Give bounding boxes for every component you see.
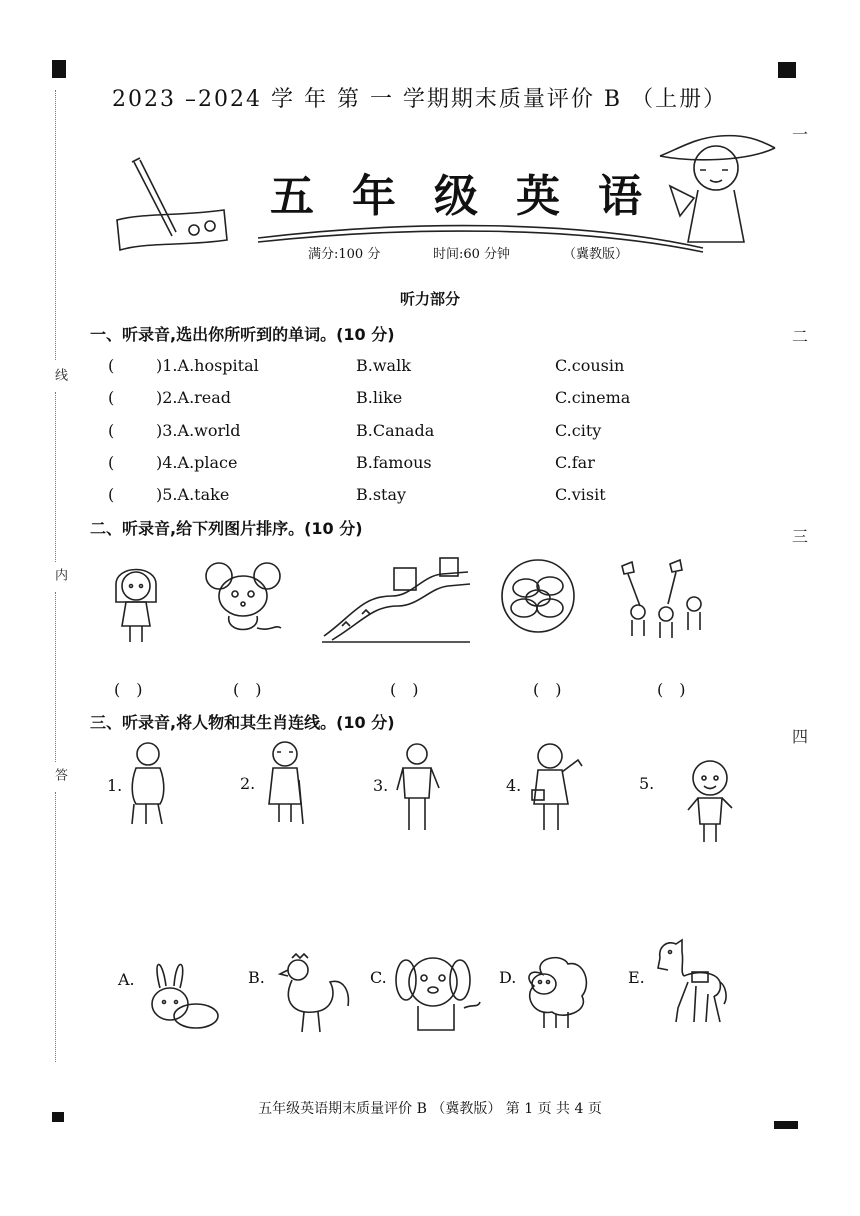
boy-picture bbox=[684, 758, 736, 844]
mother-picture bbox=[526, 742, 586, 834]
sheep-picture bbox=[522, 954, 592, 1030]
horse-picture bbox=[654, 938, 728, 1026]
section-three-heading: 三、听录音,将人物和其生肖连线。(10 分) bbox=[90, 713, 395, 732]
binding-char: 线 bbox=[52, 368, 67, 381]
question-row bbox=[100, 453, 740, 477]
question-option-a: )5.A.take bbox=[156, 485, 230, 504]
girl-picture bbox=[108, 556, 164, 646]
kids-kite-picture bbox=[614, 560, 710, 640]
question-row bbox=[100, 421, 740, 445]
answer-paren[interactable]: ( bbox=[108, 453, 115, 472]
animal-label: C. bbox=[370, 968, 387, 987]
exam-time: 时间:60 分钟 bbox=[433, 247, 511, 262]
question-option-a: )2.A.read bbox=[156, 388, 232, 407]
question-option-b: B.famous bbox=[356, 453, 432, 472]
animal-label: E. bbox=[628, 968, 645, 987]
right-margin-char: 三 bbox=[792, 527, 809, 546]
mouse-picture bbox=[205, 558, 285, 644]
main-title: 五年级英语 bbox=[270, 171, 680, 222]
binding-line bbox=[55, 90, 56, 360]
person-label: 1. bbox=[107, 776, 123, 795]
grandma-picture bbox=[263, 740, 309, 826]
person-label: 2. bbox=[240, 774, 256, 793]
binding-char: 答 bbox=[52, 768, 67, 781]
question-option-c: C.cinema bbox=[555, 388, 631, 407]
question-option-c: C.visit bbox=[555, 485, 606, 504]
edition: （冀教版） bbox=[563, 247, 629, 262]
question-row bbox=[100, 485, 740, 509]
binding-line bbox=[55, 792, 56, 1062]
rabbit-picture bbox=[146, 954, 222, 1032]
question-option-c: C.cousin bbox=[555, 356, 625, 375]
mooncakes-picture bbox=[500, 558, 576, 634]
question-option-c: C.far bbox=[555, 453, 595, 472]
registration-mark bbox=[778, 62, 796, 78]
right-margin-char: 二 bbox=[792, 327, 809, 346]
registration-mark bbox=[774, 1121, 798, 1129]
section-one-heading: 一、听录音,选出你所听到的单词。(10 分) bbox=[90, 325, 395, 344]
answer-paren[interactable]: ( bbox=[108, 356, 115, 375]
answer-paren[interactable]: ( bbox=[108, 388, 115, 407]
binding-line bbox=[55, 392, 56, 562]
question-option-b: B.like bbox=[356, 388, 403, 407]
ordering-paren[interactable]: ( ) bbox=[114, 680, 143, 699]
question-option-a: )4.A.place bbox=[156, 453, 238, 472]
father-picture bbox=[395, 742, 441, 834]
ordering-paren[interactable]: ( ) bbox=[657, 680, 686, 699]
question-row bbox=[100, 356, 740, 380]
ordering-paren[interactable]: ( ) bbox=[533, 680, 562, 699]
ordering-paren[interactable]: ( ) bbox=[233, 680, 262, 699]
registration-mark bbox=[52, 60, 66, 78]
question-option-b: B.Canada bbox=[356, 421, 435, 440]
question-option-a: )3.A.world bbox=[156, 421, 241, 440]
question-row bbox=[100, 388, 740, 412]
full-score: 满分:100 分 bbox=[308, 247, 381, 262]
rooster-picture bbox=[274, 952, 354, 1036]
person-label: 3. bbox=[373, 776, 389, 795]
listening-section-title: 听力部分 bbox=[399, 290, 460, 308]
scholar-illustration bbox=[650, 118, 780, 248]
right-margin-char: 四 bbox=[792, 727, 809, 746]
question-option-b: B.walk bbox=[356, 356, 411, 375]
binding-char: 内 bbox=[52, 568, 67, 581]
page-footer: 五年级英语期末质量评价 B （冀教版） 第 1 页 共 4 页 bbox=[258, 1101, 602, 1117]
animal-label: A. bbox=[118, 970, 135, 989]
binding-line bbox=[55, 592, 56, 762]
answer-paren[interactable]: ( bbox=[108, 421, 115, 440]
dog-picture bbox=[394, 952, 484, 1034]
ordering-paren[interactable]: ( ) bbox=[390, 680, 419, 699]
section-two-heading: 二、听录音,给下列图片排序。(10 分) bbox=[90, 519, 363, 538]
exam-title: 2023 –2024 学 年 第 一 学期期末质量评价 B （上册） bbox=[112, 87, 728, 112]
answer-paren[interactable]: ( bbox=[108, 485, 115, 504]
person-label: 5. bbox=[639, 774, 655, 793]
person-label: 4. bbox=[506, 776, 522, 795]
animal-label: B. bbox=[248, 968, 265, 987]
question-option-b: B.stay bbox=[356, 485, 407, 504]
great-wall-picture bbox=[322, 556, 472, 644]
question-option-c: C.city bbox=[555, 421, 602, 440]
grandpa-picture bbox=[126, 740, 170, 826]
right-margin-char: 一 bbox=[792, 125, 809, 144]
animal-label: D. bbox=[499, 968, 517, 987]
question-option-a: )1.A.hospital bbox=[156, 356, 259, 375]
pen-paper-illustration bbox=[112, 158, 232, 258]
